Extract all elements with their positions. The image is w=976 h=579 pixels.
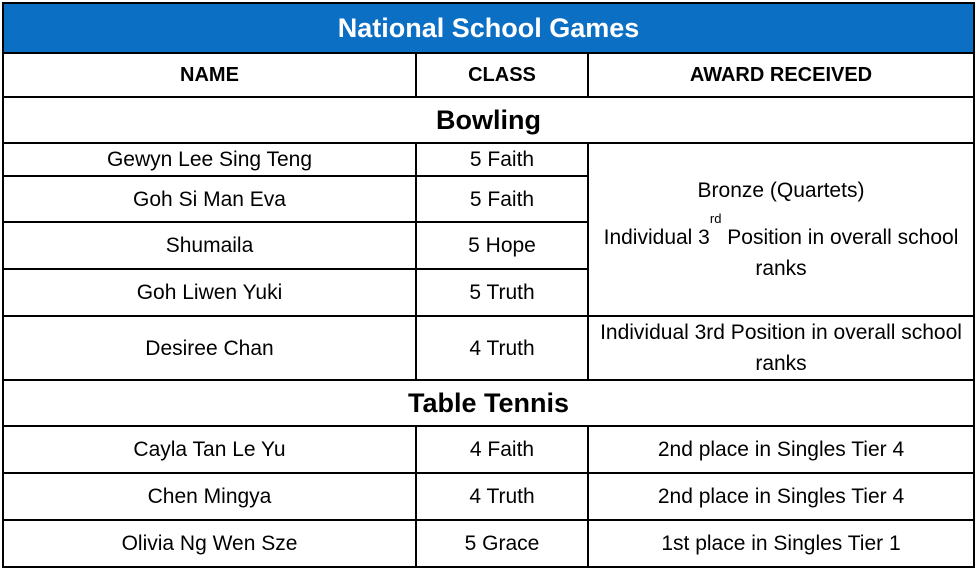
student-name: Gewyn Lee Sing Teng [3,143,416,176]
group-award-line2-sup: rd [709,211,722,226]
student-class: 5 Grace [416,520,588,567]
group-award-line2-prefix: Individual 3 [603,226,710,249]
table-title: National School Games [3,3,974,53]
award-spacer [595,206,967,222]
student-class: 4 Truth [416,316,588,380]
student-class: 5 Faith [416,143,588,176]
student-class: 4 Faith [416,426,588,473]
student-name: Goh Liwen Yuki [3,269,416,316]
header-award: AWARD RECEIVED [588,53,974,97]
title-row [3,3,974,53]
awards-table [2,2,975,568]
student-name: Olivia Ng Wen Sze [3,520,416,567]
header-name: NAME [3,53,416,97]
student-class: 5 Faith [416,176,588,222]
header-row [3,53,974,97]
student-class: 5 Truth [416,269,588,316]
table-row [3,426,974,473]
group-award-line2 [595,211,967,284]
section-bowling [3,97,974,143]
section-label: Table Tennis [3,380,974,426]
student-name: Goh Si Man Eva [3,176,416,222]
group-award-cell [588,143,974,316]
student-name: Cayla Tan Le Yu [3,426,416,473]
student-award: 2nd place in Singles Tier 4 [588,426,974,473]
student-class: 4 Truth [416,473,588,520]
table-row [3,520,974,567]
student-class: 5 Hope [416,222,588,269]
section-table-tennis [3,380,974,426]
section-label: Bowling [3,97,974,143]
group-award-line1: Bronze (Quartets) [697,179,865,202]
student-award: Individual 3rd Position in overall school ranks [588,316,974,380]
table-row [3,316,974,380]
student-award: 1st place in Singles Tier 1 [588,520,974,567]
table-row [3,473,974,520]
student-name: Shumaila [3,222,416,269]
group-award-line2-suffix: Position in overall school ranks [721,226,959,280]
student-name: Chen Mingya [3,473,416,520]
student-name: Desiree Chan [3,316,416,380]
student-award: 2nd place in Singles Tier 4 [588,473,974,520]
table-row [3,143,974,176]
header-class: CLASS [416,53,588,97]
